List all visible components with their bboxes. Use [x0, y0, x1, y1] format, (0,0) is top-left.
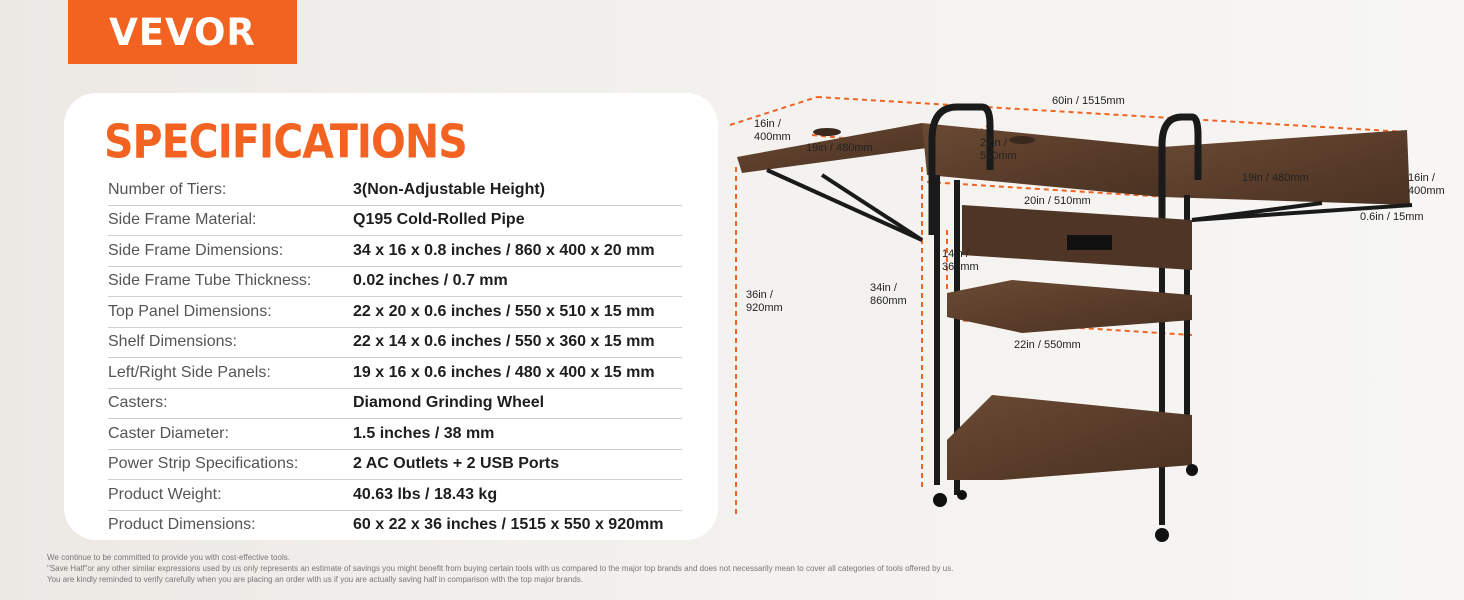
spec-row — [108, 267, 682, 298]
spec-row — [108, 480, 682, 511]
spec-row — [108, 511, 682, 541]
spec-value: 22 x 20 x 0.6 inches / 550 x 510 x 15 mm — [353, 302, 655, 320]
spec-value: 40.63 lbs / 18.43 kg — [353, 485, 498, 503]
thickness-label: 0.6in / 15mm — [1360, 211, 1424, 223]
spec-row — [108, 206, 682, 237]
spec-row — [108, 419, 682, 450]
top-width-label: 20in / 510mm — [1024, 195, 1091, 207]
top-depth-label: 22in / 550mm — [980, 137, 1017, 162]
spec-row — [108, 236, 682, 267]
spec-label: Side Frame Tube Thickness: — [108, 272, 312, 290]
spec-label: Product Dimensions: — [108, 516, 256, 534]
disclaimer — [47, 552, 953, 585]
spec-value: 1.5 inches / 38 mm — [353, 424, 495, 442]
spec-label: Number of Tiers: — [108, 180, 227, 198]
spec-label: Casters: — [108, 394, 168, 412]
power-strip — [1067, 235, 1112, 250]
spec-value: 19 x 16 x 0.6 inches / 480 x 400 x 15 mm — [353, 363, 655, 381]
disclaimer-line: "Save Half"or any other similar expressions used by us only represents an estimate of savings you might benefit from buying certain tools with us compared to the major top brands and does not necessarily mean to cover all categories of tools offered by us. — [47, 564, 954, 573]
spec-value: 2 AC Outlets + 2 USB Ports — [353, 455, 560, 473]
spec-label: Side Frame Material: — [108, 211, 257, 229]
spec-value: Diamond Grinding Wheel — [353, 394, 545, 412]
product-diagram — [722, 85, 1462, 560]
total-height-label: 36in / 920mm — [746, 289, 783, 314]
spec-label: Top Panel Dimensions: — [108, 302, 272, 320]
spec-row — [108, 358, 682, 389]
right-depth-label: 16in / 400mm — [1408, 172, 1445, 197]
spec-label: Caster Diameter: — [108, 424, 229, 442]
vevor-logo: VEVOR — [68, 0, 297, 64]
spec-label: Power Strip Specifications: — [108, 455, 299, 473]
frame-height-label: 34in / 860mm — [870, 282, 907, 307]
spec-value: 3(Non-Adjustable Height) — [353, 180, 545, 198]
specs-table — [108, 175, 682, 540]
middle-shelf — [947, 280, 1192, 333]
spec-label: Left/Right Side Panels: — [108, 363, 271, 381]
side-depth-label: 16in / 400mm — [754, 118, 791, 143]
right-panel-width-label: 19in / 480mm — [1242, 172, 1309, 184]
bottom-shelf — [947, 395, 1192, 480]
spec-label: Side Frame Dimensions: — [108, 241, 284, 259]
specifications-card — [64, 93, 718, 540]
spec-row — [108, 328, 682, 359]
total-width-label: 60in / 1515mm — [1052, 95, 1125, 107]
spec-row — [108, 297, 682, 328]
disclaimer-line: We continue to be committed to provide you with cost-effective tools. — [47, 553, 290, 562]
spec-value: 22 x 14 x 0.6 inches / 550 x 360 x 15 mm — [353, 333, 655, 351]
disclaimer-line: You are kindly reminded to verify carefully when you are placing an order with us if you are actually saving half in comparison with the top major brands. — [47, 575, 583, 584]
left-panel-width-label: 19in / 480mm — [806, 142, 873, 154]
spec-value: 0.02 inches / 0.7 mm — [353, 272, 508, 290]
page-title: SPECIFICATIONS — [104, 115, 467, 169]
spec-label: Shelf Dimensions: — [108, 333, 237, 351]
spec-row — [108, 175, 682, 206]
spec-value: 34 x 16 x 0.8 inches / 860 x 400 x 20 mm — [353, 241, 655, 259]
cart-illustration — [722, 85, 1462, 555]
shelf-width-label: 22in / 550mm — [1014, 339, 1081, 351]
spec-row — [108, 450, 682, 481]
spec-row — [108, 389, 682, 420]
shelf-gap-label: 14in / 360mm — [942, 248, 979, 273]
spec-label: Product Weight: — [108, 485, 222, 503]
spec-value: Q195 Cold-Rolled Pipe — [353, 211, 525, 229]
spec-value: 60 x 22 x 36 inches / 1515 x 550 x 920mm — [353, 516, 664, 534]
